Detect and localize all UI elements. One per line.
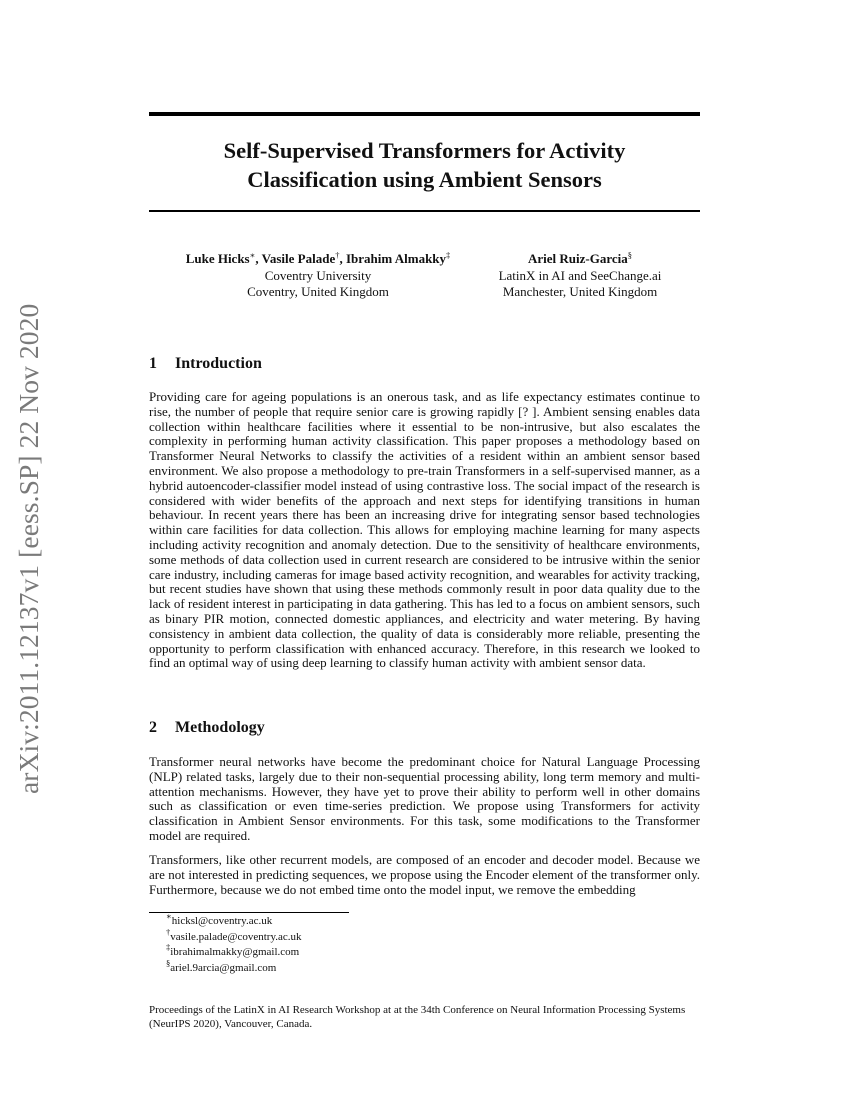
- arxiv-stamp: [9, 286, 49, 794]
- section-title: Introduction: [175, 355, 262, 372]
- arxiv-identifier: arXiv:2011.12137v1 [eess.SP] 22 Nov 2020: [13, 303, 44, 794]
- footnote-item: [166, 911, 302, 930]
- footnote-mark: ∗: [249, 250, 256, 260]
- section-heading-methodology: [149, 718, 265, 738]
- footnote-mark: †: [335, 250, 340, 260]
- footnote-item: [166, 957, 302, 977]
- methodology-paragraph-1: Transformer neural networks have become the predominant choice for Natural Language Processing (NLP) related tasks, largely due to their non-sequential processing ability, long term memory and multi-attention mechanisms. However, they have yet to prove their ability to perform well in other domains such as classification or even time-series prediction. We propose using Transformers for activity classification in Ambient Sensor environments. For this task, some modifications to the Transformer model are required.: [149, 754, 700, 843]
- author-name: Ariel Ruiz-Garcia: [527, 251, 628, 266]
- footnote-email: hicksl@coventry.ac.uk: [171, 915, 273, 927]
- author-location: Manchester, United Kingdom: [502, 284, 658, 299]
- footnote-email: ibrahimalmakky@gmail.com: [170, 946, 300, 958]
- footnote-item: [166, 942, 302, 961]
- section-heading-introduction: [149, 354, 262, 374]
- footnote-mark: †: [166, 926, 171, 937]
- author-block-latinx: [480, 251, 680, 301]
- footnote-email: vasile.palade@coventry.ac.uk: [170, 930, 302, 943]
- methodology-paragraph-2: Transformers, like other recurrent models, are composed of an encoder and decoder model. Because we are not interested in predicting sequences, we propose using the Encoder element of the transformer only. Furthermore, because we do not embed time onto the model input, we remove the embedding: [149, 852, 700, 897]
- footnote-mark: ∗: [166, 911, 172, 921]
- section-number: 2: [149, 719, 157, 736]
- paper-title: [149, 136, 700, 194]
- author-names: [480, 251, 680, 268]
- author-name: Ibrahim Almakky: [345, 251, 447, 266]
- author-name: Luke Hicks: [185, 251, 250, 266]
- footnote-item: [166, 926, 302, 946]
- footnote-mark: §: [166, 957, 171, 968]
- footnotes: [166, 911, 302, 976]
- title-line-2: Classification using Ambient Sensors: [247, 167, 602, 192]
- title-bottom-rule: [149, 210, 700, 212]
- footnote-mark: §: [627, 250, 632, 260]
- section-number: 1: [149, 355, 157, 372]
- introduction-paragraph: Providing care for ageing populations is an onerous task, and as life expectancy estimates continue to rise, the number of people that require senior care is growing rapidly [? ]. Ambient sensing enables data collection within healthcare facilities where it essential to be non-intrusive, but also escalates the complexity in performing human activity classification. This paper proposes a methodology based on Transformer Neural Networks to classify the activities of a resident within an ambient sensor based environment. We also propose a methodology to pre-train Transformers in a self-supervised manner, as a hybrid autoencoder-classifier model instead of using contrastive loss. The social impact of the research is considered with wider benefits of the approach and next steps for identifying transitions in human behaviour. In recent years there has been an increasing drive for integrating sensor based technologies within care facilities for data collection. This allows for employing machine learning for many aspects including activity recognition and anomaly detection. Due to the sensitivity of healthcare environments, some methods of data collection used in current research are considered to be intrusive within the senior care industry, including cameras for image based activity recognition, and wearables for activity tracking, but recent studies have shown that using these methods commonly result in poor data quality due to the lack of resident interest in participating in data gathering. This has led to a focus on ambient sensors, such as binary PIR motion, connected domestic appliances, and electricity and water metering. By having consistency in ambient data collection, the quality of data is considerably more reliable, presenting the opportunity to perform classification with enhanced accuracy. Therefore, in this research we looked to find an optimal way of using deep learning to classify human activity with ambient sensor data.: [149, 389, 700, 671]
- footnote-email: ariel.9arcia@gmail.com: [170, 961, 277, 974]
- title-top-rule: [149, 112, 700, 116]
- author-name: Vasile Palade: [261, 251, 336, 266]
- footnote-mark: ‡: [446, 250, 451, 260]
- author-location: Coventry, United Kingdom: [247, 284, 389, 299]
- author-block-coventry: [180, 251, 456, 301]
- title-line-1: Self-Supervised Transformers for Activity: [223, 138, 626, 163]
- section-title: Methodology: [175, 719, 265, 736]
- footnote-mark: ‡: [166, 942, 171, 952]
- author-affiliation: LatinX in AI and SeeChange.ai: [498, 267, 662, 283]
- author-affiliation: Coventry University: [264, 267, 372, 283]
- author-names: Luke Hicks∗, Vasile Palade†, Ibrahim Almakky‡: [185, 250, 451, 266]
- proceedings-note: Proceedings of the LatinX in AI Research Workshop at at the 34th Conference on Neural Information Processing Systems (NeurIPS 2020), Vancouver, Canada.: [149, 1004, 686, 1030]
- footnote-rule: [149, 912, 349, 913]
